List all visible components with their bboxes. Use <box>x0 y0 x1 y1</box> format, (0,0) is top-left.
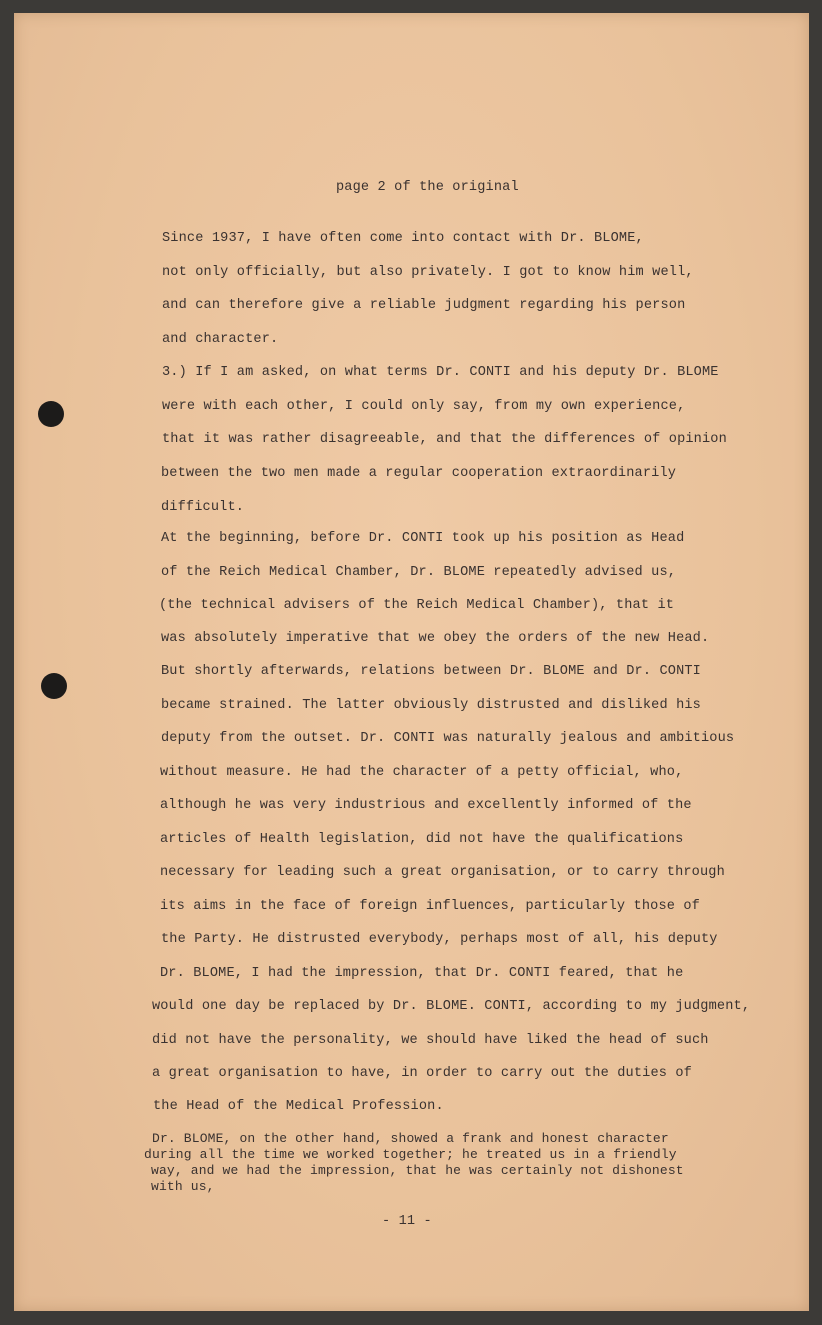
text-line: Dr. BLOME, I had the impression, that Dr. CONTI feared, that he <box>160 966 684 981</box>
page-header: page 2 of the original <box>336 180 519 195</box>
punch-hole-top <box>38 401 64 427</box>
text-line: articles of Health legislation, did not have the qualifications <box>160 832 684 847</box>
text-line: was absolutely imperative that we obey the orders of the new Head. <box>161 631 710 646</box>
document-page <box>14 13 809 1311</box>
text-line: way, and we had the impression, that he was certainly not dishonest <box>151 1163 684 1178</box>
text-line: Dr. BLOME, on the other hand, showed a frank and honest character <box>152 1131 669 1146</box>
page-number: - 11 - <box>382 1214 432 1229</box>
text-line: during all the time we worked together; he treated us in a friendly <box>144 1147 677 1162</box>
text-line: deputy from the outset. Dr. CONTI was naturally jealous and ambitious <box>161 731 735 746</box>
text-line: its aims in the face of foreign influences, particularly those of <box>160 899 700 914</box>
text-line: a great organisation to have, in order to carry out the duties of <box>152 1066 692 1081</box>
text-line: with us, <box>151 1179 215 1194</box>
text-line: not only officially, but also privately. I got to know him well, <box>162 265 694 280</box>
text-line: necessary for leading such a great organisation, or to carry through <box>160 865 725 880</box>
punch-hole-bottom <box>41 673 67 699</box>
text-line: difficult. <box>161 500 245 515</box>
text-line: the Party. He distrusted everybody, perhaps most of all, his deputy <box>161 932 718 947</box>
text-line: (the technical advisers of the Reich Medical Chamber), that it <box>159 598 675 613</box>
text-line: would one day be replaced by Dr. BLOME. CONTI, according to my judgment, <box>152 999 751 1014</box>
text-line: 3.) If I am asked, on what terms Dr. CONTI and his deputy Dr. BLOME <box>162 365 719 380</box>
text-line: of the Reich Medical Chamber, Dr. BLOME repeatedly advised us, <box>161 565 677 580</box>
text-line: were with each other, I could only say, from my own experience, <box>162 399 686 414</box>
text-line: But shortly afterwards, relations between Dr. BLOME and Dr. CONTI <box>161 664 701 679</box>
text-line: without measure. He had the character of a petty official, who, <box>160 765 684 780</box>
text-line: although he was very industrious and excellently informed of the <box>160 798 692 813</box>
text-line: between the two men made a regular cooperation extraordinarily <box>161 466 677 481</box>
text-line: did not have the personality, we should have liked the head of such <box>152 1033 709 1048</box>
text-line: At the beginning, before Dr. CONTI took up his position as Head <box>161 531 685 546</box>
text-line: that it was rather disagreeable, and that the differences of opinion <box>162 432 727 447</box>
text-line: and can therefore give a reliable judgment regarding his person <box>162 298 686 313</box>
text-line: and character. <box>162 332 279 347</box>
text-line: Since 1937, I have often come into contact with Dr. BLOME, <box>162 231 644 246</box>
text-line: became strained. The latter obviously distrusted and disliked his <box>161 698 701 713</box>
text-line: the Head of the Medical Profession. <box>153 1099 444 1114</box>
